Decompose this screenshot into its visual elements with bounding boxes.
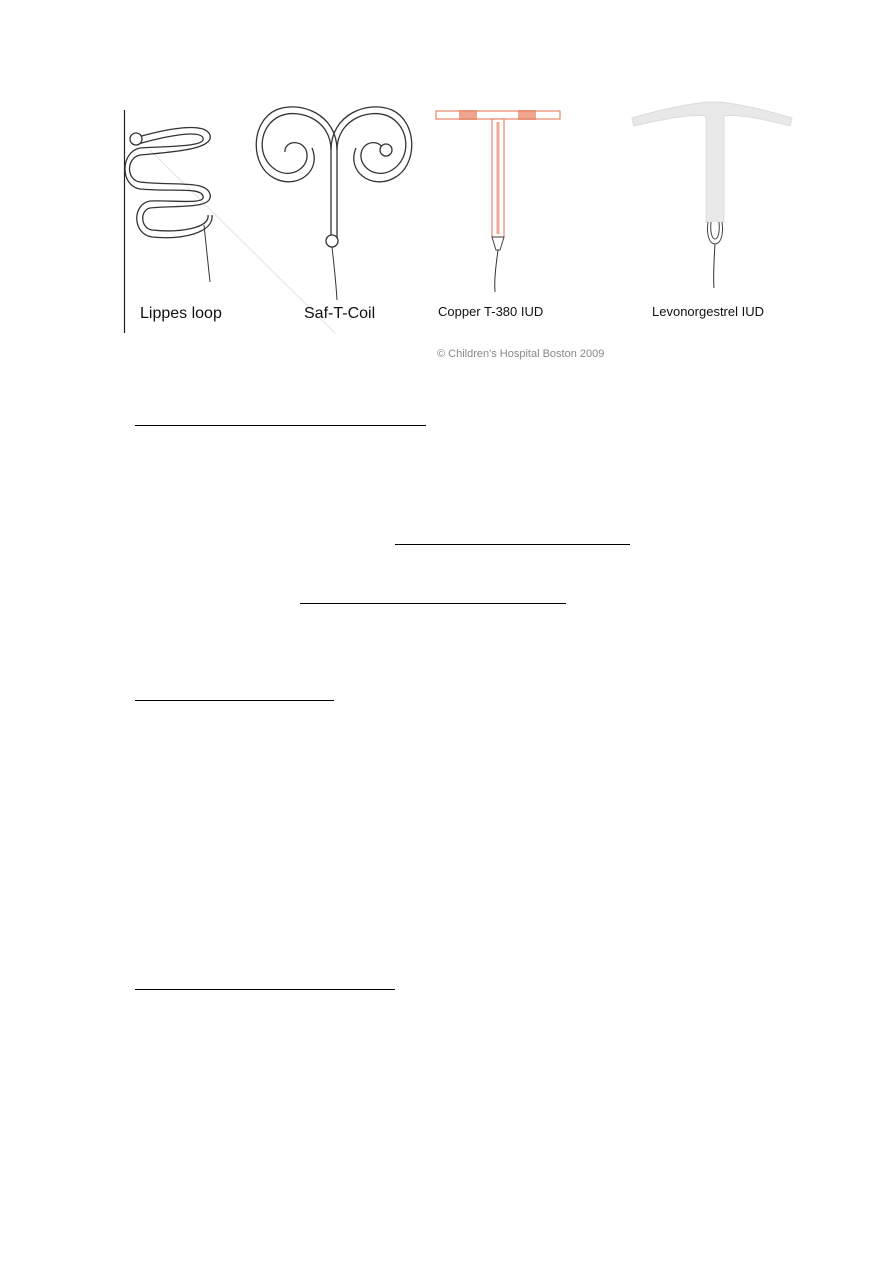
lippes-loop-icon — [125, 127, 212, 282]
saf-t-coil-icon — [256, 107, 412, 300]
saf-t-coil-label: Saf-T-Coil — [304, 305, 376, 322]
section-heading-underline — [135, 425, 426, 426]
copper-t-label: Copper T-380 IUD — [438, 304, 544, 319]
section-heading-underline — [135, 989, 395, 990]
text-underline — [300, 603, 566, 604]
text-underline — [395, 544, 630, 545]
section-heading-underline — [135, 700, 334, 701]
levonorgestrel-label: Levonorgestrel IUD — [652, 304, 764, 319]
iud-figure — [0, 0, 893, 380]
copper-t-icon — [436, 110, 560, 292]
image-credit: © Children's Hospital Boston 2009 — [437, 348, 605, 360]
lippes-loop-label: Lippes loop — [140, 305, 222, 322]
levonorgestrel-iud-icon — [632, 102, 792, 288]
iud-illustrations — [0, 0, 893, 380]
